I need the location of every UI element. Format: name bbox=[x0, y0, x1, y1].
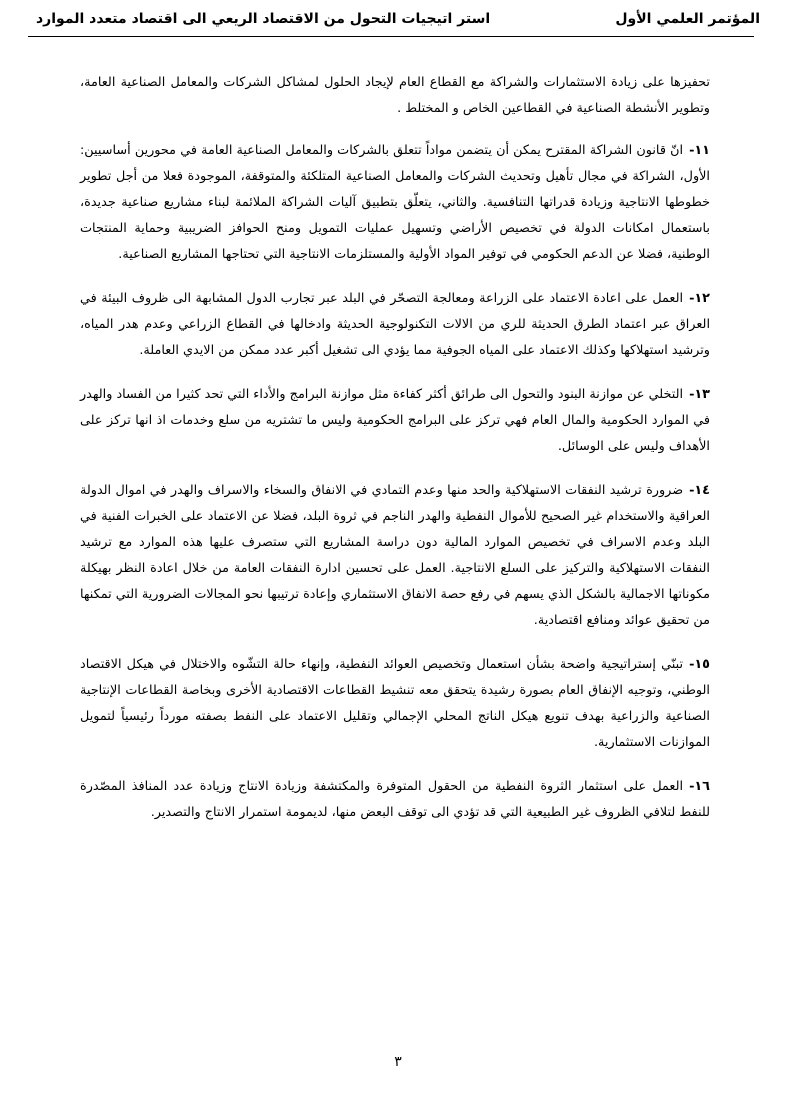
list-item-16 bbox=[80, 774, 710, 826]
item-text: انّ قانون الشراكة المقترح يمكن أن يتضمن مواداً تتعلق بالشركات والمعامل الصناعية العامة في محورين أساسيين: الأول، الشراكة في مجال تأهيل وتحديث الشركات والمعامل الصناعية المتلكئة والمتوقفة، الموجودة فعلا من أجل تطوير خطوطها الانتاجية وزيادة قدراتها التنافسية. والثاني، يتعلّق بتطبيق آليات الشراكة الملائمة لبناء مشاريع صناعية جديدة، باستعمال امكانات الدولة في تخصيص الأراضي وتسهيل عمليات التمويل ومنح الحوافز الضريبية وحماية المنتجات الوطنية، فضلا عن الدعم الحكومي في توفير المواد الأولية والمستلزمات الانتاجية التي تحتاجها المشاريع الصناعية. bbox=[80, 143, 710, 262]
item-text: العمل على اعادة الاعتماد على الزراعة ومعالجة التصحّر في البلد عبر تجارب الدول المشابهة الى ظروف البيئة في العراق عبر اعتماد الطرق الحديثة للري من الالات التكنولوجية الحديثة وادخالها في القطاع الزراعي وعدم هدر المياه، وترشيد استهلاكها وكذلك الاعتماد على المياه الجوفية مما يؤدي الى تشغيل أكبر عدد ممكن من الايدي العاملة. bbox=[80, 291, 710, 358]
list-item-11 bbox=[80, 138, 710, 268]
list-item-12 bbox=[80, 286, 710, 364]
paper-title: استر اتيجيات التحول من الاقتصاد الريعي الى اقتصاد متعدد الموارد bbox=[36, 11, 491, 27]
header-divider bbox=[28, 36, 754, 37]
item-text: العمل على استثمار الثروة النفطية من الحقول المتوفرة والمكتشفة وزيادة الانتاج وزيادة عدد المنافذ المصّدرة للنفط لتلافي الظروف غير الطبيعية التي قد تؤدي الى توقف البعض منها، لديمومة استمرار الانتاج والتصدير. bbox=[80, 779, 710, 820]
item-number: ١٥- bbox=[689, 657, 710, 672]
list-item-14 bbox=[80, 478, 710, 634]
intro-paragraph: تحفيزها على زيادة الاستثمارات والشراكة مع القطاع العام لإيجاد الحلول لمشاكل الشركات والمعامل الصناعية العامة، وتطوير الأنشطة الصناعية في القطاعين الخاص و المختلط . bbox=[80, 75, 710, 116]
conference-name: المؤتمر العلمي الأول bbox=[615, 11, 760, 27]
item-number: ١٤- bbox=[689, 483, 710, 498]
document-body bbox=[80, 70, 710, 844]
page-header bbox=[36, 4, 760, 34]
item-number: ١٣- bbox=[689, 387, 710, 402]
item-number: ١٦- bbox=[689, 779, 710, 794]
item-number: ١١- bbox=[689, 143, 710, 158]
item-text: التخلي عن موازنة البنود والتحول الى طرائق أكثر كفاءة مثل موازنة البرامج والأداء التي تحد كثيرا من الفساد والهدر في الموارد الحكومية والمال العام فهي تركز على البرامج الحكومية وليس ما تشتريه من سلع وخدمات اذ انها تركز على الأهداف وليس على الوسائل. bbox=[79, 387, 710, 454]
list-item-15 bbox=[80, 652, 710, 756]
list-item-13 bbox=[80, 382, 710, 460]
item-number: ١٢- bbox=[689, 291, 710, 306]
item-text: ضرورة ترشيد النفقات الاستهلاكية والحد منها وعدم التمادي في الانفاق والسخاء والاسراف والهدر في اموال الدولة العراقية والاستخدام غير الصحيح للأموال النفطية والهدر الناجم في ثروة البلد، فضلا عن الاعتماد على الخبرات الفنية في البلد وعدم الاسراف في تخصيص الموارد المالية دون دراسة المشاريع التي ستصرف عليها هذه الموارد مع ترشيد النفقات الاستهلاكية والتركيز على السلع الانتاجية. العمل على تحسين ادارة النفقات العامة من خلال اعادة النظر بهيكلة مكوناتها الاجمالية بالشكل الذي يسهم في رفع حصة الانفاق الاستثماري وإعادة ترتيبها نحو المجالات الضرورية التي تمكنها من تحقيق عوائد ومنافع اقتصادية. bbox=[80, 483, 710, 628]
item-text: تبنّي إستراتيجية واضحة بشأن استعمال وتخصيص العوائد النفطية، وإنهاء حالة التشّوه والاختلال في هيكل الاقتصاد الوطني، وتوجيه الإنفاق العام بصورة رشيدة يتحقق معه تنشيط القطاعات الاقتصادية الأخرى وبخاصة القطاعات الإنتاجية الصناعية والزراعية بهدف تنويع هيكل الناتج المحلي الإجمالي وتقليل الاعتماد على النفط بصفته مورداً رئيسياً لتمويل الموازنات الاستثمارية. bbox=[80, 657, 710, 750]
page-number: ٣ bbox=[394, 1054, 402, 1070]
